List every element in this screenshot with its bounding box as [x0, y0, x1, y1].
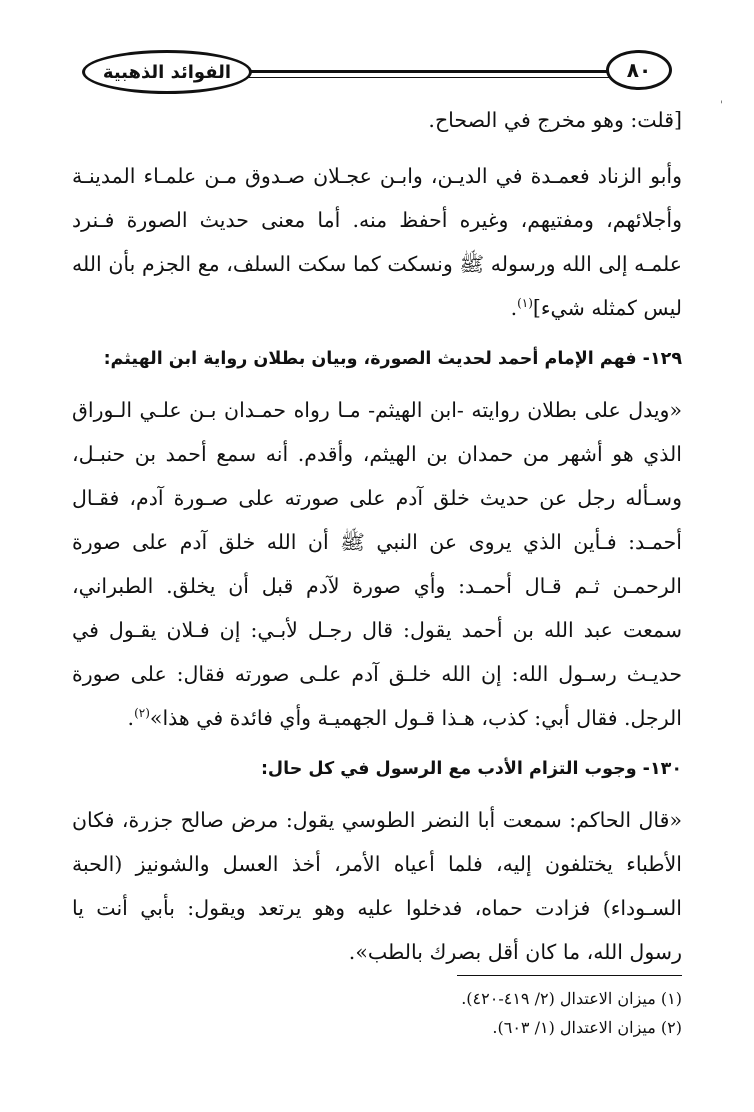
footnote-2: (٢) ميزان الاعتدال (١/ ٦٠٣).	[492, 1018, 682, 1037]
page-number-badge	[606, 50, 672, 90]
section-heading-130: ١٣٠- وجوب التزام الأدب مع الرسول في كل حال:	[260, 759, 682, 779]
paragraph-3-text: «ويدل على بطلان روايته -ابن الهيثم- مـا رواه حمـدان بـن علـي الـوراق الذي هو أشهر من حمدان بن الهيثم، وأقدم. أنه سمع أحمد بن حنبـل، وسـأله رجل عن حديث خلق آدم على صورته على صـورة آدم، فقـال أحمـد: فـأين الذي يروى عن النبي ﷺ أن الله خلق آدم على صورة الرحمـن ثـم قـال أحمـد: وأي صورة لآدم قبل أن يخلق. الطبراني، سمعت عبد الله بن أحمد يقول: قال رجـل لأبـي: إن فـلان يقـول في حديـث رسـول الله: إن الله خلـق آدم علـى صورته فقال: على صورة الرجل. فقال أبي: كذب، هـذا قـول الجهميـة وأي فائدة في هذا»	[72, 398, 682, 730]
footnote-ref-1[interactable]: (١)	[517, 296, 533, 311]
page-number: ٨٠	[626, 58, 652, 82]
paragraph-2-text: وأبو الزناد فعمـدة في الديـن، وابـن عجـلان صـدوق مـن علمـاء المدينـة وأجلائهم، ومفتيهم، وغيره أحفظ منه. أما معنى حديث الصورة فـنرد علمـه إلى الله ورسوله ﷺ ونسكت كما سكت السلف، مع الجزم بأن الله ليس كمثله شيء]	[72, 164, 682, 320]
page-body	[72, 98, 682, 974]
paragraph-3	[72, 388, 682, 740]
footnote-ref-2[interactable]: (٢)	[134, 706, 150, 721]
paragraph-1: [قلت: وهو مخرج في الصحاح.	[428, 108, 682, 132]
section-heading-129: ١٢٩- فهم الإمام أحمد لحديث الصورة، وبيان بطلان رواية ابن الهيثم:	[103, 349, 682, 369]
running-title-badge	[82, 50, 252, 94]
footnote-separator	[457, 975, 682, 976]
footnote-1: (١) ميزان الاعتدال (٢/ ٤١٩-٤٢٠).	[461, 989, 682, 1008]
paragraph-2	[72, 154, 682, 330]
paragraph-3-end: .	[127, 706, 135, 730]
paragraph-4: «قال الحاكم: سمعت أبا النضر الطوسي يقول: مرض صالح جزرة، فكان الأطباء يختلفون إليه، فلما أعياه الأمر، أخذ العسل والشونيز (الحبة السـوداء) فزادت حماه، فدخلوا عليه وهو يرتعد ويقول: بأبي أنت يا رسول الله، ما كان أقل بصرك بالطب».	[72, 808, 682, 964]
running-title: الفوائد الذهبية	[102, 61, 232, 83]
margin-mark: '	[720, 100, 723, 111]
paragraph-2-end: .	[510, 296, 518, 320]
footnotes	[461, 984, 682, 1042]
